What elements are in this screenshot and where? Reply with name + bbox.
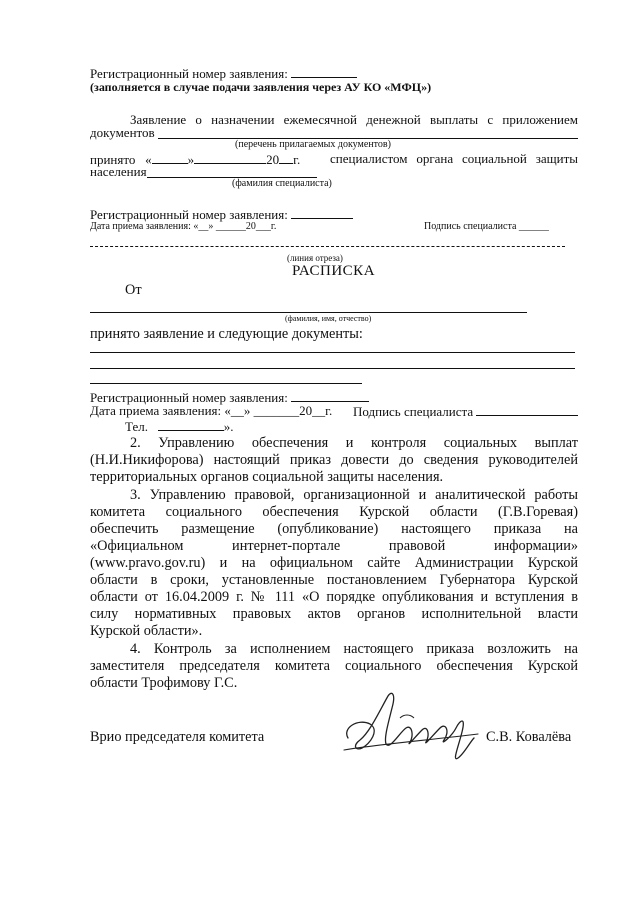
p2-line-3: территориальных органов социальной защиты населения.: [90, 469, 444, 485]
accepted-line: принято « » 20 г.: [90, 152, 301, 168]
reg-number-label-2: Регистрационный номер заявления:: [90, 207, 353, 221]
p3-line-2: комитета социального обеспечения Курской области (Г.В.Горевая): [90, 504, 578, 520]
p3-line-3: обеспечить размещение (опубликование) настоящего приказа на: [90, 521, 578, 537]
reg-number-label-1: Регистрационный номер заявления:: [90, 66, 357, 80]
reg-number-blank-1[interactable]: [291, 66, 357, 78]
p2-line-2: (Н.И.Никифорова) настоящий приказ довести до сведения руководителей: [90, 452, 578, 468]
cut-line-dashes: [90, 246, 565, 247]
receipt-title: РАСПИСКА: [292, 263, 376, 279]
accepted-tail: специалистом органа социальной защиты: [330, 151, 578, 166]
fio-blank[interactable]: [90, 312, 527, 313]
p3-line-6: области в сроки, установленные постановлением Губернатора Курской: [90, 572, 578, 588]
from-label: От: [125, 282, 142, 298]
handwritten-signature: [340, 688, 490, 768]
application-line-1: Заявление о назначении ежемесячной денежной выплаты с приложением: [130, 112, 578, 127]
specialist-sign-3: Подпись специалиста: [353, 404, 578, 418]
p3-line-1: 3. Управлению правовой, организационной и аналитической работы: [130, 487, 578, 503]
p2-line-1: 2. Управлению обеспечения и контроля социальных выплат: [130, 435, 578, 451]
p4-line-1: 4. Контроль за исполнением настоящего приказа возложить на: [130, 641, 578, 657]
cut-line-caption: (линия отреза): [287, 253, 343, 263]
date-received-2: Дата приема заявления: «__» ______20___г.: [90, 221, 277, 232]
signer-title: Врио председателя комитета: [90, 729, 265, 745]
mfc-note: (заполняется в случае подачи заявления через АУ КО «МФЦ»): [90, 80, 432, 94]
documents-caption: (перечень прилагаемых документов): [235, 139, 391, 150]
p3-line-9: Курской области».: [90, 623, 203, 639]
docs-blank-2[interactable]: [90, 368, 575, 369]
documents-label: документов: [90, 125, 155, 140]
p4-line-3: области Трофимову Г.С.: [90, 675, 238, 691]
tel-blank[interactable]: [158, 419, 224, 431]
reg-number-blank-2[interactable]: [291, 207, 353, 219]
p3-line-4: «Официальном интернет-портале правовой информации»: [90, 538, 578, 554]
docs-blank-3[interactable]: [90, 383, 362, 384]
fio-caption: (фамилия, имя, отчество): [285, 314, 372, 323]
signer-name: С.В. Ковалёва: [486, 729, 572, 745]
specialist-caption: (фамилия специалиста): [232, 178, 332, 189]
reg-number-label-3: Регистрационный номер заявления:: [90, 390, 369, 404]
sign-blank-3[interactable]: [476, 404, 578, 416]
p3-line-5: (www.pravo.gov.ru) и на официальном сайте Администрации Курской: [90, 555, 578, 571]
docs-blank-1[interactable]: [90, 352, 575, 353]
reg-number-blank-3[interactable]: [291, 390, 369, 402]
accepted-docs-label: принято заявление и следующие документы:: [90, 326, 363, 342]
p3-line-7: области от 16.04.2009 г. № 111 «О порядке опубликования и вступления в: [90, 589, 578, 605]
p3-line-8: силу нормативных правовых актов органов исполнительной власти: [90, 606, 578, 622]
date-received-3: Дата приема заявления: «__» _______20__г.: [90, 403, 333, 418]
tel-line: Тел. ».: [125, 419, 234, 435]
p4-line-2: заместителя председателя комитета социального обеспечения Курской: [90, 658, 578, 674]
population-label: населения: [90, 164, 147, 179]
specialist-sign-2: Подпись специалиста ______: [424, 221, 549, 232]
